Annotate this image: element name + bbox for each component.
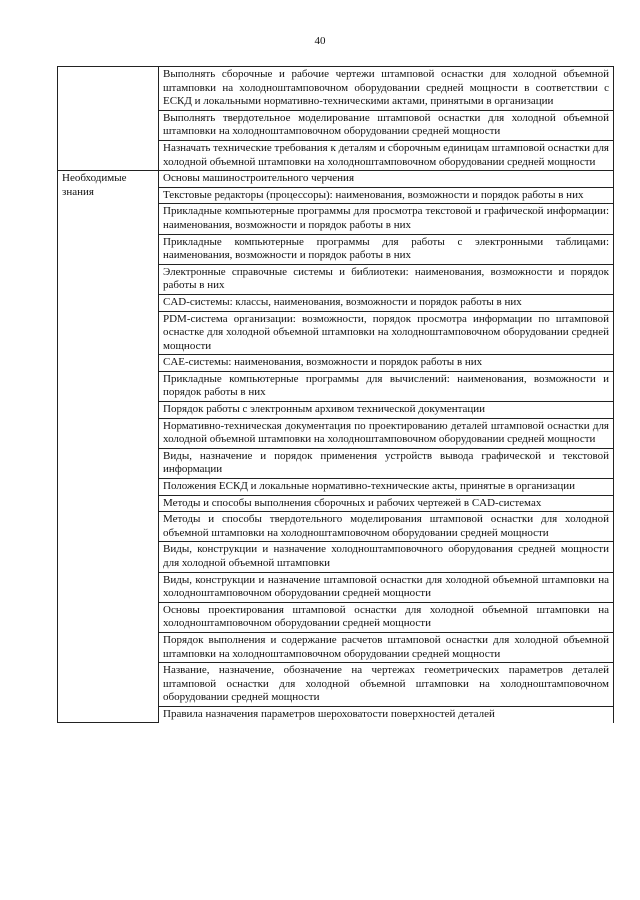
knowledge-item: Виды, конструкции и назначение холодноштамповочного оборудования средней мощности для холодной объемной штамповки [159, 542, 614, 572]
table-row [58, 171, 614, 188]
knowledge-item: Методы и способы твердотельного моделирования штамповой оснастки для холодной объемной штамповки на холодноштамповочном оборудовании средней мощности [159, 512, 614, 542]
skill-item: Выполнять сборочные и рабочие чертежи штамповой оснастки для холодной объемной штамповки на холодноштамповочном оборудовании средней мощности в соответствии с ЕСКД и локальными нормативно-техническими актами, принятыми в организации [159, 67, 614, 111]
knowledge-item: Электронные справочные системы и библиотеки: наименования, возможности и порядок работы в них [159, 264, 614, 294]
knowledge-item: Виды, конструкции и назначение штамповой оснастки для холодной объемной штамповки на холодноштамповочном оборудовании средней мощности [159, 572, 614, 602]
knowledge-item: Методы и способы выполнения сборочных и рабочих чертежей в CAD-системах [159, 495, 614, 512]
knowledge-item: CAD-системы: классы, наименования, возможности и порядок работы в них [159, 294, 614, 311]
knowledge-item: Виды, назначение и порядок применения устройств вывода графической и текстовой информации [159, 448, 614, 478]
section-label-empty [58, 67, 159, 171]
competency-table [57, 66, 614, 723]
knowledge-item: Прикладные компьютерные программы для работы с электронными таблицами: наименования, возможности и порядок работы в них [159, 234, 614, 264]
table-body [58, 67, 614, 723]
skill-item: Назначать технические требования к деталям и сборочным единицам штамповой оснастки для холодной объемной штамповки на холодноштамповочном оборудовании средней мощности [159, 140, 614, 170]
skill-item: Выполнять твердотельное моделирование штамповой оснастки для холодной объемной штамповки на холодноштамповочном оборудовании средней мощности [159, 110, 614, 140]
knowledge-item: Прикладные компьютерные программы для вычислений: наименования, возможности и порядок работы в них [159, 371, 614, 401]
section-label-knowledge: Необходимые знания [58, 171, 159, 723]
knowledge-item: Положения ЕСКД и локальные нормативно-технические акты, принятые в организации [159, 479, 614, 496]
knowledge-item: Порядок работы с электронным архивом технической документации [159, 402, 614, 419]
knowledge-item: Основы проектирования штамповой оснастки для холодной объемной штамповки на холодноштамповочном оборудовании средней мощности [159, 602, 614, 632]
knowledge-item: PDM-система организации: возможности, порядок просмотра информации по штамповой оснастке для холодной объемной штамповки на холодноштамповочном оборудовании средней мощности [159, 311, 614, 355]
knowledge-item: Порядок выполнения и содержание расчетов штамповой оснастки для холодной объемной штамповки на холодноштамповочном оборудовании средней мощности [159, 632, 614, 662]
knowledge-item: Основы машиностроительного черчения [159, 171, 614, 188]
knowledge-item: Название, назначение, обозначение на чертежах геометрических параметров деталей штамповой оснастки для холодной объемной штамповки на холодноштамповочном оборудовании средней мощности [159, 663, 614, 707]
knowledge-item: Нормативно-техническая документация по проектированию деталей штамповой оснастки для холодной объемной штамповки на холодноштамповочном оборудовании средней мощности [159, 418, 614, 448]
knowledge-item: CAE-системы: наименования, возможности и порядок работы в них [159, 355, 614, 372]
knowledge-item: Прикладные компьютерные программы для просмотра текстовой и графической информации: наименования, возможности и порядок работы в них [159, 204, 614, 234]
table-row [58, 67, 614, 111]
knowledge-item: Правила назначения параметров шероховатости поверхностей деталей [159, 706, 614, 722]
knowledge-item: Текстовые редакторы (процессоры): наименования, возможности и порядок работы в них [159, 187, 614, 204]
page-number: 40 [314, 35, 326, 47]
